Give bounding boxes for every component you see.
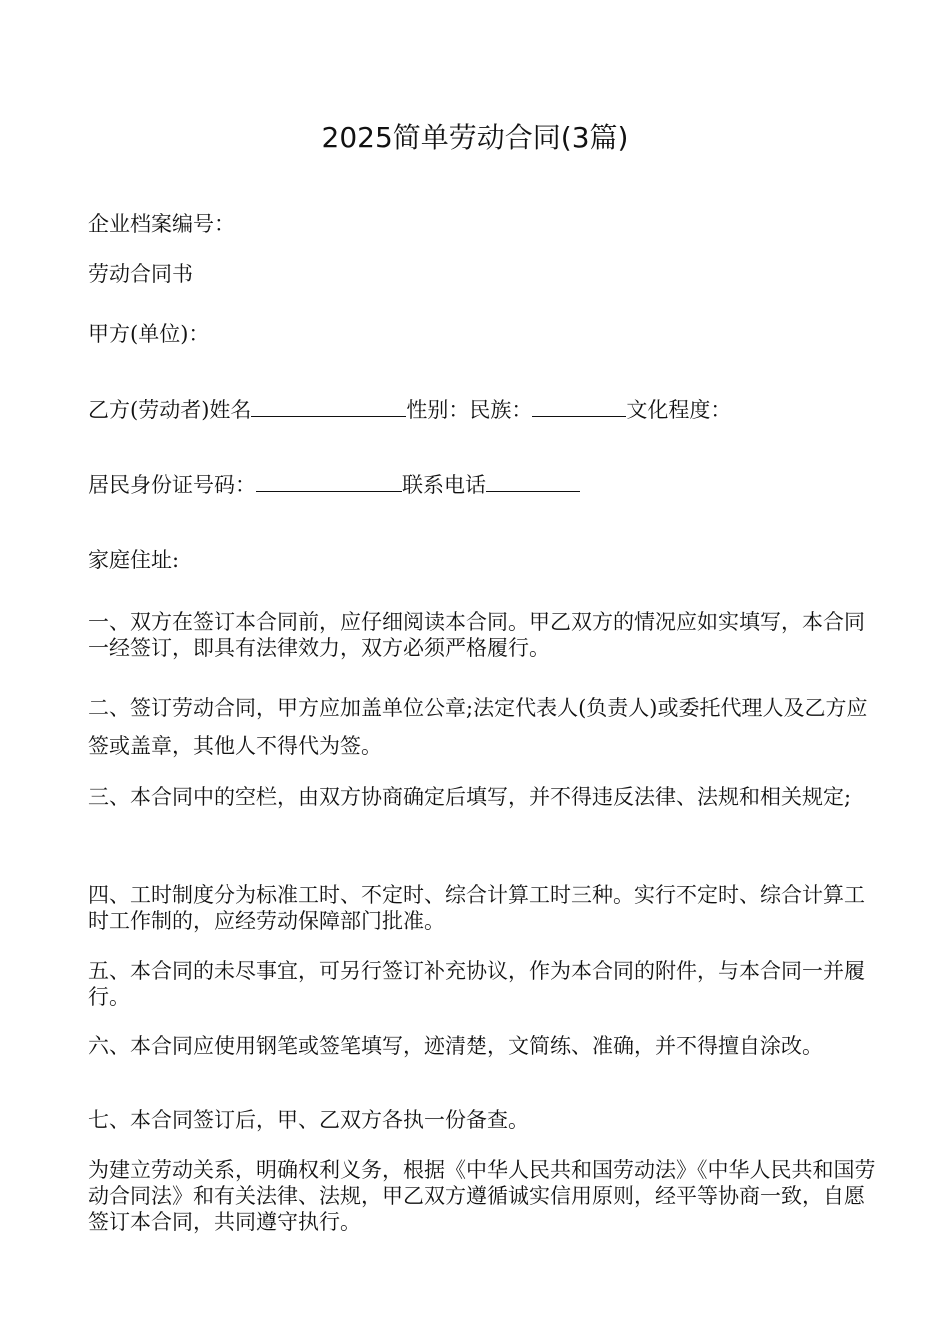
party-b-name-label: 乙方(劳动者)姓名 [88,398,252,422]
clause-6: 六、本合同应使用钢笔或签笔填写，迹清楚，文简练、准确，并不得擅自涂改。 [88,1034,823,1058]
ethnicity-blank[interactable] [532,398,626,417]
clause-4: 四、工时制度分为标准工时、不定时、综合计算工时三种。实行不定时、综合计算工时工作制的，应经劳动保障部门批准。 [88,883,865,933]
clause-3: 三、本合同中的空栏，由双方协商确定后填写，并不得违反法律、法规和相关规定; [88,785,852,809]
document-title: 2025简单劳动合同(3篇) [321,121,629,154]
address-label: 家庭住址: [88,548,180,572]
id-row [88,471,878,499]
ethnicity-label: 民族： [469,398,533,422]
education-label: 文化程度： [626,398,732,422]
id-number-blank[interactable] [256,473,402,492]
preamble-paragraph: 为建立劳动关系，明确权利义务，根据《中华人民共和国劳动法》《中华人民共和国劳动合同法》和有关法律、法规，甲乙双方遵循诚实信用原则，经平等协商一致，自愿签订本合同，共同遵守执行。 [88,1158,876,1234]
phone-blank[interactable] [486,473,580,492]
phone-label: 联系电话 [402,473,486,497]
party-a-label: 甲方(单位)： [88,322,210,346]
clause-7: 七、本合同签订后，甲、乙双方各执一份备查。 [88,1108,529,1132]
gender-label: 性别： [406,398,470,422]
clause-1: 一、双方在签订本合同前，应仔细阅读本合同。甲乙双方的情况应如实填写，本合同一经签订，即具有法律效力，双方必须严格履行。 [88,610,865,660]
contract-heading: 劳动合同书 [88,262,193,286]
file-no-label: 企业档案编号： [88,212,235,236]
clause-2: 二、签订劳动合同，甲方应加盖单位公章;法定代表人(负责人)或委托代理人及乙方应签或盖章，其他人不得代为签。 [88,696,868,758]
id-number-label: 居民身份证号码： [88,473,256,497]
clause-5: 五、本合同的未尽事宜，可另行签订补充协议，作为本合同的附件，与本合同一并履行。 [88,959,865,1009]
party-b-row [88,396,878,424]
name-blank[interactable] [251,398,406,417]
